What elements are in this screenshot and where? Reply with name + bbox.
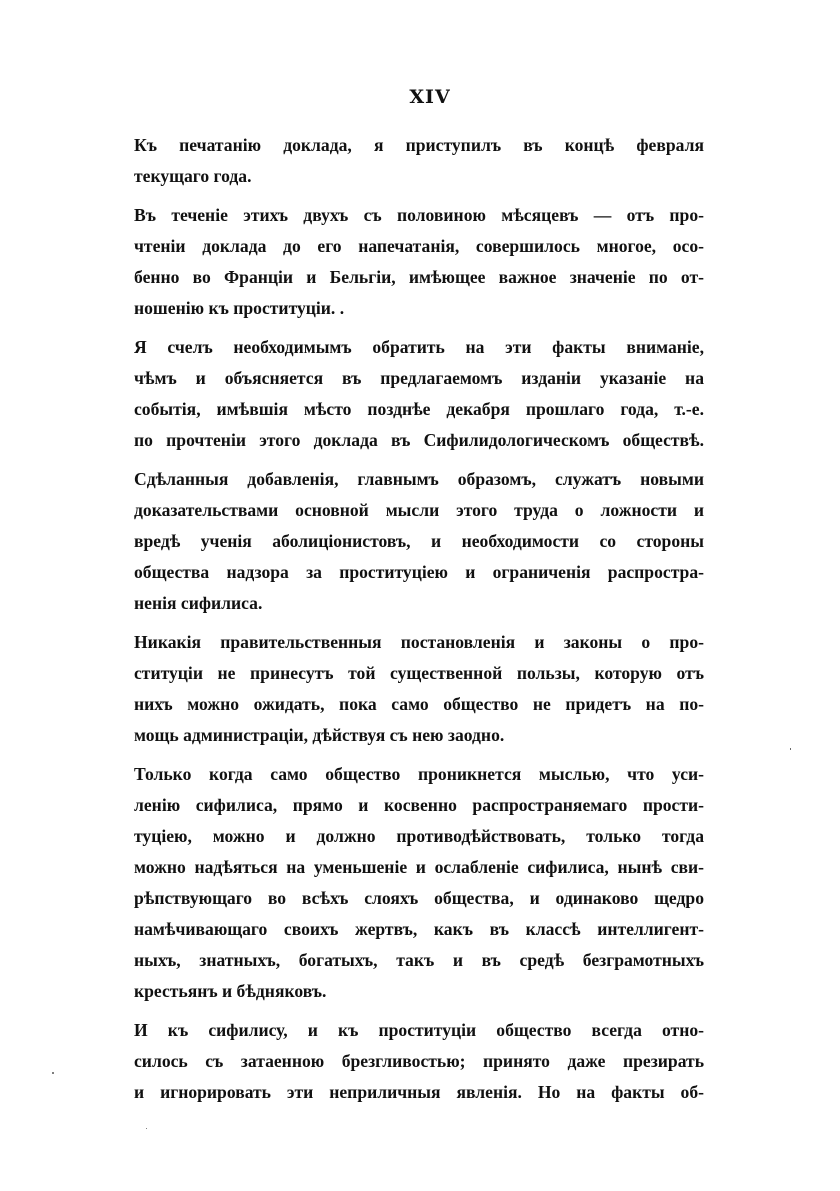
paragraph (134, 200, 704, 324)
paragraph (134, 332, 704, 456)
text-line: чтеніи доклада до его напечатанія, совершилось многое, осо- (134, 236, 704, 256)
text-line: и игнорировать эти неприличныя явленія. Но на факты об- (134, 1082, 704, 1102)
text-line: можно надѣяться на уменьшеніе и ослабленіе сифилиса, нынѣ сви- (134, 857, 704, 877)
text-line: рѣпствующаго во всѣхъ слояхъ общества, и одинаково щедро (134, 888, 704, 908)
paragraph (134, 1015, 704, 1108)
text-line: событія, имѣвшія мѣсто позднѣе декабря прошлаго года, т.-е. (134, 399, 704, 419)
body-text (134, 130, 704, 1116)
paragraph (134, 130, 704, 192)
paper-speck (146, 1128, 147, 1129)
page-number: XIV (409, 86, 451, 108)
text-line: намѣчивающаго своихъ жертвъ, какъ въ классѣ интеллигент- (134, 919, 704, 939)
text-line: силось съ затаенною брезгливостью; принято даже презирать (134, 1051, 704, 1071)
text-line: чѣмъ и объясняется въ предлагаемомъ изданіи указаніе на (134, 368, 704, 388)
text-line: Я счелъ необходимымъ обратить на эти факты вниманіе, (134, 337, 704, 357)
paragraph (134, 759, 704, 1007)
text-line: доказательствами основной мысли этого труда о ложности и (134, 500, 704, 520)
text-line: туціею, можно и должно противодѣйствовать, только тогда (134, 826, 704, 846)
text-line: вредѣ ученія аболиціонистовъ, и необходимости со стороны (134, 531, 704, 551)
text-line: бенно во Франціи и Бельгіи, имѣющее важное значеніе по от- (134, 267, 704, 287)
paragraph (134, 464, 704, 619)
text-line: текущаго года. (134, 166, 252, 186)
text-line: ненія сифилиса. (134, 593, 263, 613)
paragraph (134, 627, 704, 751)
text-line: Только когда само общество проникнется мыслью, что уси- (134, 764, 704, 784)
text-line: ныхъ, знатныхъ, богатыхъ, такъ и въ средѣ безграмотныхъ (134, 950, 704, 970)
text-line: крестьянъ и бѣдняковъ. (134, 981, 327, 1001)
text-line: ленію сифилиса, прямо и косвенно распространяемаго прости- (134, 795, 704, 815)
text-line: Къ печатанію доклада, я приступилъ въ концѣ февраля (134, 135, 704, 155)
text-line: И къ сифилису, и къ проституціи общество всегда отно- (134, 1020, 704, 1040)
text-line: Въ теченіе этихъ двухъ съ половиною мѣсяцевъ — отъ про- (134, 205, 704, 225)
text-line: по прочтеніи этого доклада въ Сифилидологическомъ обществѣ. (134, 430, 704, 450)
text-line: мощь администраціи, дѣйствуя съ нею заодно. (134, 725, 505, 745)
paper-speck (790, 748, 791, 750)
text-line: Никакія правительственныя постановленія и законы о про- (134, 632, 704, 652)
text-line: общества надзора за проституціею и ограниченія распростра- (134, 562, 704, 582)
text-line: Сдѣланныя добавленія, главнымъ образомъ, служатъ новыми (134, 469, 704, 489)
text-line: нихъ можно ожидать, пока само общество не придетъ на по- (134, 694, 704, 714)
text-line: ношенію къ проституціи. . (134, 298, 345, 318)
paper-speck (52, 1072, 54, 1074)
text-line: ституціи не принесутъ той существенной пользы, которую отъ (134, 663, 704, 683)
